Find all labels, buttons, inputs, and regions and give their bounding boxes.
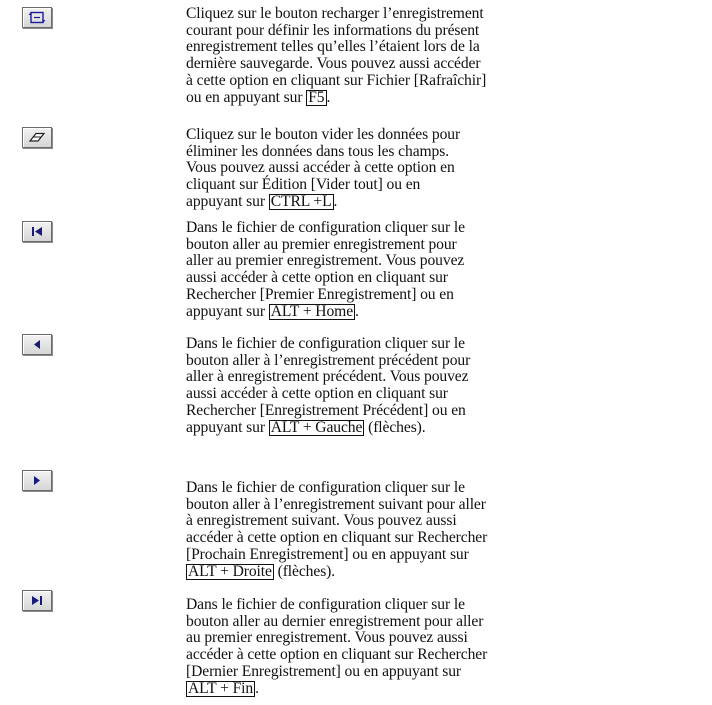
text-line: appuyant sur (186, 192, 269, 210)
text-line: accéder à cette option en cliquant sur Rechercher (186, 529, 488, 547)
text-line: Dans le fichier de configuration cliquer sur le (186, 219, 465, 236)
text-line: à enregistrement suivant. Vous pouvez aussi (186, 512, 457, 530)
first-record-description (186, 220, 642, 320)
previous-record-description (186, 336, 642, 436)
text-line: ou en appuyant sur (186, 88, 307, 106)
next-record-description (186, 480, 642, 580)
text-line: [Prochain Enregistrement] ou en appuyant sur (186, 545, 469, 563)
text-line: aussi accéder à cette option en cliquant sur (186, 385, 448, 403)
text-line: . (355, 302, 359, 320)
text-line: aller à enregistrement précédent. Vous pouvez (186, 368, 469, 386)
first-record-icon (22, 221, 52, 242)
text-line: Vous pouvez aussi accéder à cette option en (186, 159, 455, 177)
text-line: Dans le fichier de configuration cliquer sur le (186, 596, 465, 613)
text-line: courant pour définir les informations du présent (186, 21, 480, 39)
text-line: au premier enregistrement. Vous pouvez aussi (186, 629, 468, 647)
text-line: Cliquez sur le bouton vider les données pour (186, 126, 461, 143)
text-line: . (255, 679, 259, 697)
text-line: enregistrement telles qu’elles l’étaient lors de la (186, 38, 480, 56)
keyboard-shortcut: ALT + Home (270, 302, 354, 320)
keyboard-shortcut: CTRL +L (270, 192, 332, 210)
text-line: (flèches). (364, 418, 426, 436)
last-record-icon (22, 590, 52, 611)
reload-description (186, 6, 642, 106)
text-line: à cette option en cliquant sur Fichier [Rafraîchir] (186, 71, 487, 89)
text-line: bouton aller à l’enregistrement suivant pour aller (186, 495, 486, 513)
next-record-icon (22, 470, 52, 491)
text-line: [Dernier Enregistrement] ou en appuyant sur (186, 662, 461, 680)
text-line: appuyant sur (186, 418, 269, 436)
text-line: accéder à cette option en cliquant sur Rechercher (186, 646, 488, 664)
text-line: . (326, 88, 331, 106)
eraser-icon (22, 127, 52, 148)
keyboard-shortcut: ALT + Fin (188, 679, 254, 697)
clear-description (186, 127, 642, 211)
text-line: . (333, 192, 338, 210)
text-line: bouton aller au premier enregistrement pour (186, 235, 457, 253)
text-line: bouton aller à l’enregistrement précédent pour (186, 351, 471, 369)
text-line: bouton aller au dernier enregistrement pour aller (186, 612, 484, 630)
text-line: dernière sauvegarde. Vous pouvez aussi accéder (186, 55, 481, 73)
keyboard-shortcut: F5 (308, 88, 325, 106)
text-line: cliquant sur Édition [Vider tout] ou en (186, 176, 421, 194)
text-line: éliminer les données dans tous les champs. (186, 142, 450, 160)
keyboard-shortcut: ALT + Gauche (270, 418, 363, 436)
text-line: aussi accéder à cette option en cliquant sur (186, 269, 448, 287)
text-line: Rechercher [Premier Enregistrement] ou en (186, 285, 454, 303)
text-line: Dans le fichier de configuration cliquer sur le (186, 335, 465, 352)
text-line: appuyant sur (186, 302, 269, 320)
text-line: Cliquez sur le bouton recharger l’enregistrement (186, 5, 484, 22)
previous-record-icon (22, 334, 52, 355)
text-line: Dans le fichier de configuration cliquer sur le (186, 479, 465, 496)
keyboard-shortcut: ALT + Droite (188, 562, 272, 580)
text-line: aller au premier enregistrement. Vous pouvez (186, 252, 465, 270)
last-record-description (186, 597, 642, 697)
text-line: (flèches). (273, 562, 336, 580)
text-line: Rechercher [Enregistrement Précédent] ou en (186, 401, 466, 419)
reload-icon (22, 7, 52, 28)
